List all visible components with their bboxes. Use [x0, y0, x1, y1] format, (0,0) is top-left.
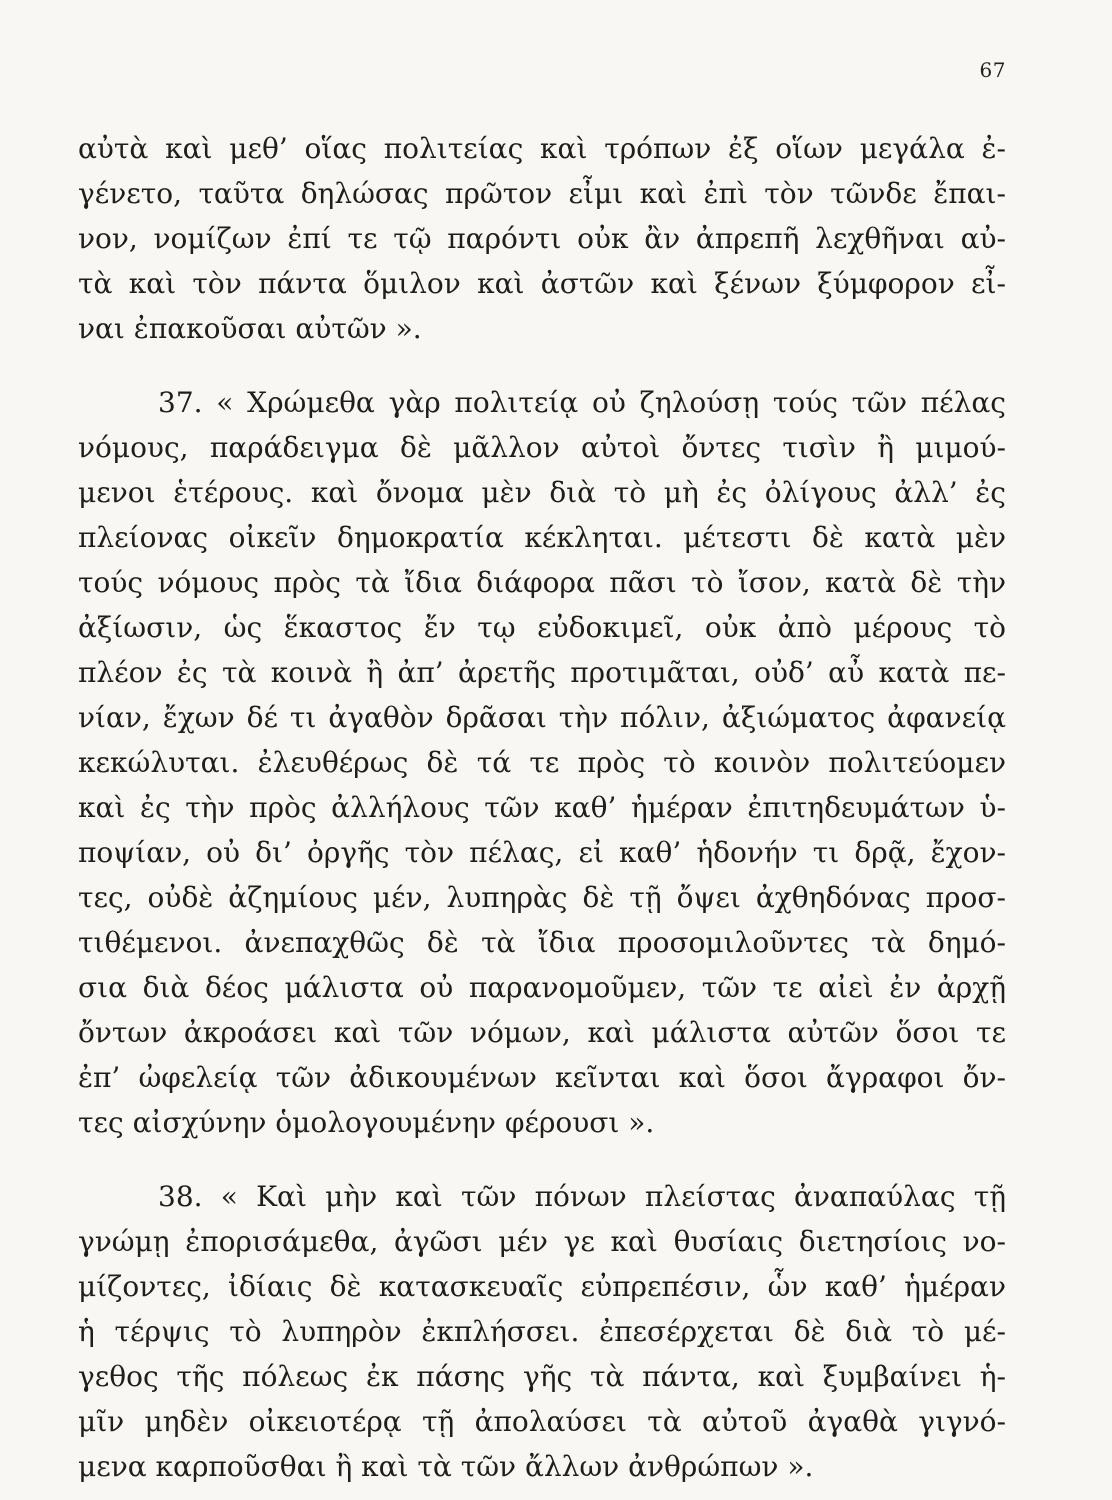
- paragraph-38: [78, 1174, 1006, 1489]
- text-line: τούς νόμους πρὸς τὰ ἴδια διάφορα πᾶσι τὸ ἴσον, κατὰ δὲ τὴν: [78, 566, 1006, 599]
- text-line: τιθέμενοι. ἀνεπαχθῶς δὲ τὰ ἴδια προσομιλοῦντες τὰ δημό-: [78, 926, 1006, 959]
- text-line: 37. « Χρώμεθα γὰρ πολιτείᾳ οὐ ζηλούσῃ τούς τῶν πέλας: [158, 386, 1006, 419]
- text-line: πλείονας οἰκεῖν δημοκρατία κέκληται. μέτεστι δὲ κατὰ μὲν: [78, 521, 1006, 554]
- text-line: γνώμῃ ἐπορισάμεθα, ἀγῶσι μέν γε καὶ θυσίαις διετησίοις νο-: [78, 1225, 1006, 1258]
- text-line: ἐπ’ ὠφελείᾳ τῶν ἀδικουμένων κεῖνται καὶ ὅσοι ἄγραφοι ὄν-: [78, 1061, 1006, 1094]
- text-line: τὰ καὶ τὸν πάντα ὅμιλον καὶ ἀστῶν καὶ ξένων ξύμφορον εἶ-: [78, 267, 1006, 300]
- text-line: μενα καρποῦσθαι ἢ καὶ τὰ τῶν ἄλλων ἀνθρώπων ».: [78, 1450, 814, 1483]
- text-line: σια διὰ δέος μάλιστα οὐ παρανομοῦμεν, τῶν τε αἰεὶ ἐν ἀρχῇ: [78, 971, 1006, 1004]
- text-line: γεθος τῆς πόλεως ἐκ πάσης γῆς τὰ πάντα, καὶ ξυμβαίνει ἡ-: [78, 1360, 1006, 1393]
- page-number: 67: [979, 58, 1006, 82]
- text-line: ἡ τέρψις τὸ λυπηρὸν ἐκπλήσσει. ἐπεσέρχεται δὲ διὰ τὸ μέ-: [78, 1315, 1006, 1348]
- text-line: νίαν, ἔχων δέ τι ἀγαθὸν δρᾶσαι τὴν πόλιν, ἀξιώματος ἀφανείᾳ: [78, 701, 1006, 734]
- text-line: τες, οὐδὲ ἀζημίους μέν, λυπηρὰς δὲ τῇ ὄψει ἀχθηδόνας προσ-: [78, 881, 1006, 914]
- paragraph-37: [78, 380, 1006, 1145]
- text-line: ὄντων ἀκροάσει καὶ τῶν νόμων, καὶ μάλιστα αὐτῶν ὅσοι τε: [78, 1016, 1006, 1049]
- paragraph-continuation: [78, 126, 1006, 351]
- text-line: πλέον ἐς τὰ κοινὰ ἢ ἀπ’ ἀρετῆς προτιμᾶται, οὐδ’ αὖ κατὰ πε-: [78, 656, 1006, 689]
- page-body: [78, 126, 1006, 1489]
- text-line: ποψίαν, οὐ δι’ ὀργῆς τὸν πέλας, εἰ καθ’ ἡδονήν τι δρᾷ, ἔχον-: [78, 836, 1006, 869]
- text-line: μενοι ἑτέρους. καὶ ὄνομα μὲν διὰ τὸ μὴ ἐς ὀλίγους ἀλλ’ ἐς: [78, 476, 1006, 509]
- text-line: ἀξίωσιν, ὡς ἕκαστος ἔν τῳ εὐδοκιμεῖ, οὐκ ἀπὸ μέρους τὸ: [78, 611, 1006, 644]
- text-line: μῖν μηδὲν οἰκειοτέρᾳ τῇ ἀπολαύσει τὰ αὐτοῦ ἀγαθὰ γιγνό-: [78, 1405, 1006, 1438]
- text-line: αὐτὰ καὶ μεθ’ οἵας πολιτείας καὶ τρόπων ἐξ οἵων μεγάλα ἐ-: [78, 132, 1006, 165]
- text-line: νόμους, παράδειγμα δὲ μᾶλλον αὐτοὶ ὄντες τισὶν ἢ μιμού-: [78, 431, 1006, 464]
- text-line: μίζοντες, ἰδίαις δὲ κατασκευαῖς εὐπρεπέσιν, ὧν καθ’ ἡμέραν: [78, 1270, 1006, 1303]
- text-line: τες αἰσχύνην ὁμολογουμένην φέρουσι ».: [78, 1106, 655, 1139]
- text-line: 38. « Καὶ μὴν καὶ τῶν πόνων πλείστας ἀναπαύλας τῇ: [158, 1180, 1006, 1213]
- text-line: κεκώλυται. ἐλευθέρως δὲ τά τε πρὸς τὸ κοινὸν πολιτεύομεν: [78, 746, 1006, 779]
- text-line: γένετο, ταῦτα δηλώσας πρῶτον εἶμι καὶ ἐπὶ τὸν τῶνδε ἔπαι-: [78, 177, 1006, 210]
- text-line: ναι ἐπακοῦσαι αὐτῶν ».: [78, 312, 422, 345]
- text-line: καὶ ἐς τὴν πρὸς ἀλλήλους τῶν καθ’ ἡμέραν ἐπιτηδευμάτων ὑ-: [78, 791, 1006, 824]
- text-line: νον, νομίζων ἐπί τε τῷ παρόντι οὐκ ἂν ἀπρεπῆ λεχθῆναι αὐ-: [78, 222, 1006, 255]
